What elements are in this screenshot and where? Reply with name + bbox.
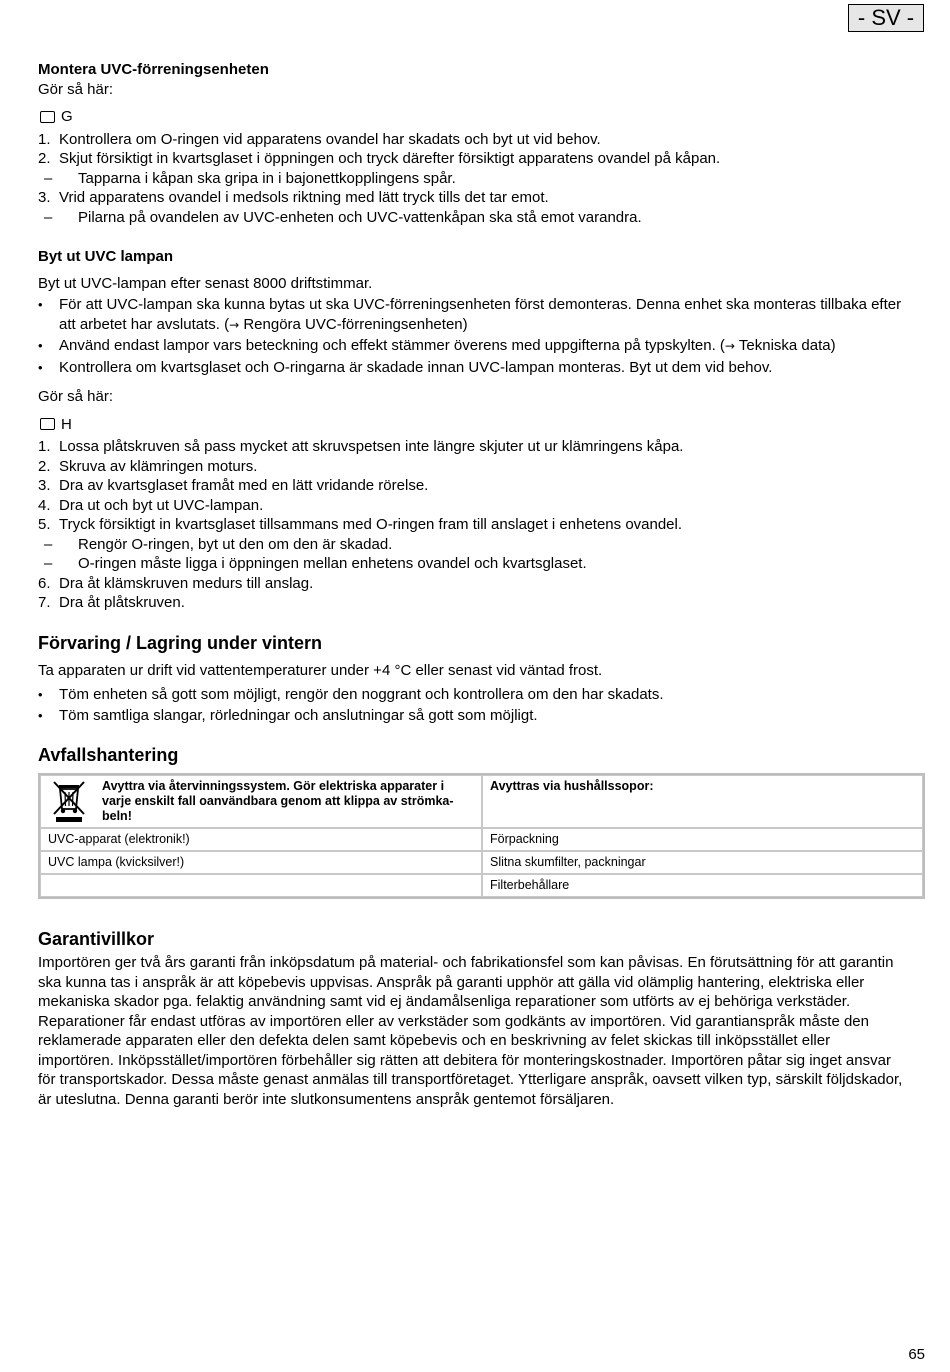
arrow-right-icon: → (229, 317, 240, 332)
sub-list-item: – Tapparna i kåpan ska gripa in i bajonettkopplingens spår. (44, 169, 456, 187)
list-item: 2. Skruva av klämringen moturs. (38, 457, 258, 475)
table-row: UVC-apparat (elektronik!) Förpackning (40, 828, 923, 851)
crossed-out-wheelie-bin-icon (50, 779, 88, 823)
disposal-household-header: Avyttras via hushållssopor: (490, 779, 654, 793)
language-tag: - SV - (848, 4, 924, 32)
list-item: 7. Dra åt plåtskruven. (38, 594, 185, 611)
list-item: 4. Dra ut och byt ut UVC-lampan. (38, 496, 264, 514)
sub-list-item: – O-ringen måste ligga i öppningen mellan enhetens ovandel och kvartsglaset. (44, 555, 587, 572)
winter-bullets (38, 685, 910, 725)
list-item: 3. Dra av kvartsglaset framåt med en lätt vridande rörelse. (38, 477, 429, 494)
replace-intro: Byt ut UVC-lampan efter senast 8000 driftstimmar. (38, 274, 373, 292)
replace-steps-list (38, 437, 910, 613)
list-item: 1. Lossa plåtskruven så pass mycket att skruvspetsen inte längre skjuter ut ur klämringens kåpa. (38, 438, 684, 455)
section-title-mount-uvc: Montera UVC-förreningsenheten (38, 61, 269, 78)
list-item: • Kontrollera om kvartsglaset och O-ringarna är skadade innan UVC-lampan monteras. Byt ut dem vid behov. (38, 358, 773, 376)
list-item: 6. Dra åt klämskruven medurs till anslag. (38, 574, 314, 592)
document-body (38, 60, 910, 1109)
warranty-text: Importören ger två års garanti från inköpsdatum på material- och fabrikationsfel som kan påvisas. En förutsättning för att garantin ska kunna tas i anspråk är att köpebevis uppvisas. Anspråk på garanti upphör att gälla vid olämplig hantering, elektriska eller mekaniska skador pga. felaktig användning samt vid ej ändamålsenliga reparationer som utförts av ej behöriga verkstäder. Reparationer får endast utföras av importören eller av verkstäder som godkänts av importören. Vid garantianspråk måste den reklamerade apparaten eller den defekta delen samt köpebevis och en beskrivning av felet skickas till inköpsstället eller importören. Inköpsstället/importören förbehåller sig rätten att debitera för monteringskostnader. Importören påtar sig inget ansvar för transportskador. Dessa måste genast anmälas till transportföretaget. Ytterligare anspråk, oavsett vilken typ, särskilt följdskador, är uteslutna. Denna garanti berör inte slutkonsumentens anspråk gentemot försäljaren. (38, 954, 903, 1108)
figure-reference: H (38, 415, 910, 435)
replace-bullets (38, 295, 910, 377)
table-row: Filterbehållare (40, 874, 923, 897)
arrow-right-icon: → (724, 339, 735, 353)
list-item: • Töm enheten så gott som möjligt, rengör den noggrant och kontrollera om den har skadats. (38, 686, 664, 703)
disposal-recycling-header: Avyttra via återvinningssystem. Gör elektriska apparater i varje enskilt fall oanvändbara genom att klippa av strömkabeln! (102, 779, 454, 823)
sub-list-item: – Pilarna på ovandelen av UVC-enheten och UVC-vattenkåpan ska stå emot varandra. (44, 208, 642, 226)
list-item: • För att UVC-lampan ska kunna bytas ut ska UVC-förreningsenheten först demonteras. Denna enhet ska monteras tillbaka efter att arbetet har avslutats. (→ Rengöra UVC-förreningsenheten) (38, 296, 902, 333)
disposal-table (38, 773, 925, 899)
list-item: • Använd endast lampor vars beteckning och effekt stämmer överens med uppgifterna på typskylten. (→ Tekniska data) (38, 337, 836, 354)
list-item: 5. Tryck försiktigt in kvartsglaset tillsammans med O-ringen fram till anslaget i enhetens ovandel. (38, 516, 683, 533)
table-header-row (40, 775, 923, 828)
list-item: 3. Vrid apparatens ovandel i medsols riktning med lätt tryck tills det tar emot. (38, 189, 549, 206)
list-item: • Töm samtliga slangar, rörledningar och anslutningar så gott som möjligt. (38, 706, 538, 724)
instruction-intro: Gör så här: (38, 80, 114, 98)
section-title-disposal: Avfallshantering (38, 745, 179, 765)
figure-reference: G (38, 107, 910, 127)
section-title-winter-storage: Förvaring / Lagring under vintern (38, 632, 323, 653)
sub-list-item: – Rengör O-ringen, byt ut den om den är skadad. (44, 535, 393, 553)
figure-box-icon (40, 111, 55, 123)
section-title-replace-lamp: Byt ut UVC lampan (38, 248, 174, 265)
figure-box-icon (40, 418, 55, 430)
section-title-warranty: Garantivillkor (38, 929, 155, 949)
winter-intro: Ta apparaten ur drift vid vattentemperaturer under +4 °C eller senast vid väntad frost. (38, 661, 603, 679)
mount-steps-list (38, 130, 910, 228)
list-item: 1. Kontrollera om O-ringen vid apparatens ovandel har skadats och byt ut vid behov. (38, 130, 601, 148)
instruction-intro: Gör så här: (38, 388, 114, 405)
table-row: UVC lampa (kvicksilver!) Slitna skumfilter, packningar (40, 851, 923, 874)
list-item: 2. Skjut försiktigt in kvartsglaset i öppningen och tryck därefter försiktigt apparatens ovandel på kåpan. (38, 150, 721, 167)
page-number: 65 (908, 1346, 925, 1363)
